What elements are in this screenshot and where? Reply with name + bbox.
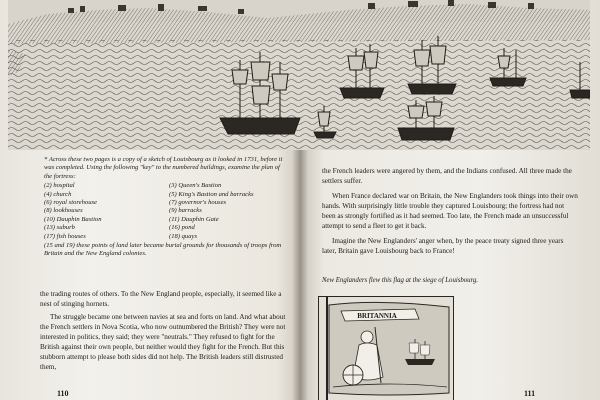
key-item: (7) governor's houses [169,199,227,207]
key-item: (17) fish houses [44,232,86,240]
key-item: (8) lookhouses [44,207,83,215]
caption-intro: * Across these two pages is a copy of a sketch of Louisbourg as it looked in 1731, before it was completed. Using the following "key" to the numbered buildings, examine the plan of the fortress: [44,156,283,180]
key-item: (6) royal storehouse [44,199,97,207]
key-item: (5) King's Bastion and barracks [169,190,254,198]
page-number-left: 110 [57,389,69,398]
paragraph: Imagine the New Englanders' anger when, by the peace treaty signed three years later, Britain gave Louisbourg back to France! [322,237,564,255]
flag-drawing [319,297,453,400]
britannia-flag-illustration [318,296,454,400]
key-item: (2) hospital [44,182,75,190]
right-page-body [322,166,578,261]
louisbourg-harbor-illustration [8,0,590,150]
key-item: (18) quays [169,232,198,240]
key-item: (9) barracks [169,207,202,215]
paragraph: When France declared war on Britain, the New Englanders took things into their own hands. With surprisingly little trouble they captured Louisbourg; the fortress had not been as strongly fortified as it had seemed. Too late, the French made an unsuccessful attempt to send a fleet to get it back. [322,192,578,230]
key-item: (13) suburb [44,224,75,232]
paragraph: the French leaders were angered by them, and the Indians confused. All three made the settlers suffer. [322,167,572,185]
key-item: (16) pond [169,224,195,232]
illustration-caption [44,156,288,259]
flag-banner-text: BRITANNIA [357,312,397,320]
page-number-right: 111 [524,389,536,398]
left-page-body [40,289,288,375]
key-item: (11) Dauphin Gate [169,215,219,223]
key-item: (10) Dauphin Bastion [44,215,102,223]
key-item: (3) Queen's Bastion [169,182,222,190]
flag-caption: New Englanders flew this flag at the siege of Louisbourg. [322,277,479,284]
building-key-list [44,182,288,241]
key-item: (4) church [44,190,72,198]
paragraph: the trading routes of others. To the New England people, especially, it seemed like a nest of stinging hornets. [40,290,282,308]
caption-outro: (15 and 19) these points of land later became burial grounds for thousands of troops from Britain and the New England colonies. [44,242,282,258]
paragraph: The struggle became one between navies at sea and forts on land. And what about the French settlers in Nova Scotia, who now outnumbered the British? They were not interested in politics, they said; they were "neutrals." They refused to fight for the British against their own people, but neither would they fight for the French. But this stubborn attempt to please both sides did not help. The British leaders still distrusted them, [40,313,286,371]
harbor-engraving [8,0,590,150]
